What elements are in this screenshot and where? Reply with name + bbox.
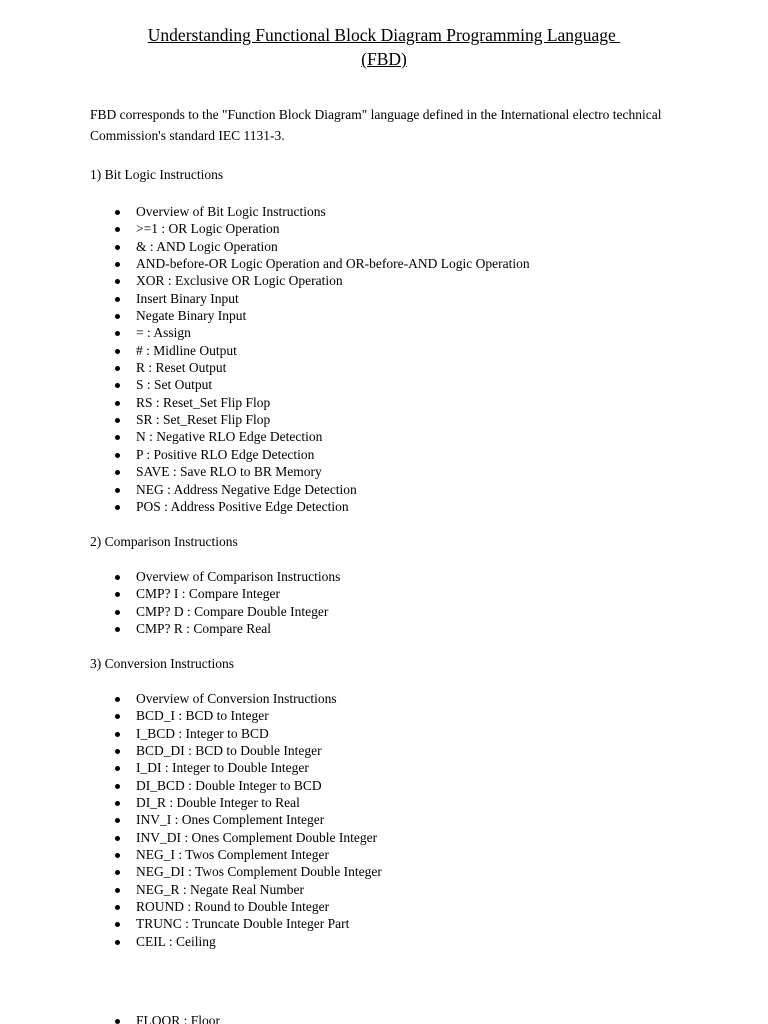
list-item: NEG_DI : Twos Complement Double Integer <box>0 863 382 880</box>
list-item: RS : Reset_Set Flip Flop <box>0 394 530 411</box>
list-item: NEG_R : Negate Real Number <box>0 881 382 898</box>
list-item: DI_BCD : Double Integer to BCD <box>0 777 382 794</box>
document-title-line-2: (FBD) <box>361 49 407 69</box>
list-item: Insert Binary Input <box>0 290 530 307</box>
list-item: FLOOR : Floor <box>0 1012 220 1024</box>
list-item: BCD_I : BCD to Integer <box>0 707 382 724</box>
conversion-list-continued <box>0 1012 220 1024</box>
list-item: Overview of Bit Logic Instructions <box>0 203 530 220</box>
list-item: BCD_DI : BCD to Double Integer <box>0 742 382 759</box>
list-item: TRUNC : Truncate Double Integer Part <box>0 915 382 932</box>
list-item: CMP? D : Compare Double Integer <box>0 603 340 620</box>
section-heading-conversion: 3) Conversion Instructions <box>90 656 234 671</box>
list-item: # : Midline Output <box>0 342 530 359</box>
list-item: XOR : Exclusive OR Logic Operation <box>0 272 530 289</box>
list-item: I_BCD : Integer to BCD <box>0 725 382 742</box>
list-item: Negate Binary Input <box>0 307 530 324</box>
list-item: Overview of Conversion Instructions <box>0 690 382 707</box>
section-heading-bit-logic: 1) Bit Logic Instructions <box>90 167 224 182</box>
list-item: CMP? I : Compare Integer <box>0 585 340 602</box>
list-item: >=1 : OR Logic Operation <box>0 220 530 237</box>
section-heading-comparison: 2) Comparison Instructions <box>90 534 238 549</box>
list-item: INV_DI : Ones Complement Double Integer <box>0 829 382 846</box>
list-item: CMP? R : Compare Real <box>0 620 340 637</box>
list-item: R : Reset Output <box>0 359 530 376</box>
list-item: N : Negative RLO Edge Detection <box>0 428 530 445</box>
conversion-list <box>0 690 382 950</box>
list-item: DI_R : Double Integer to Real <box>0 794 382 811</box>
list-item: CEIL : Ceiling <box>0 933 382 950</box>
list-item: P : Positive RLO Edge Detection <box>0 446 530 463</box>
list-item: SAVE : Save RLO to BR Memory <box>0 463 530 480</box>
list-item: SR : Set_Reset Flip Flop <box>0 411 530 428</box>
list-item: NEG : Address Negative Edge Detection <box>0 481 530 498</box>
intro-paragraph: FBD corresponds to the "Function Block Diagram" language defined in the International electro technical Commission's standard IEC 1131-3. <box>90 107 662 143</box>
list-item: NEG_I : Twos Complement Integer <box>0 846 382 863</box>
list-item: I_DI : Integer to Double Integer <box>0 759 382 776</box>
list-item: AND-before-OR Logic Operation and OR-before-AND Logic Operation <box>0 255 530 272</box>
comparison-list <box>0 568 340 637</box>
list-item: = : Assign <box>0 324 530 341</box>
list-item: & : AND Logic Operation <box>0 238 530 255</box>
list-item: S : Set Output <box>0 376 530 393</box>
bit-logic-list <box>0 203 530 515</box>
list-item: ROUND : Round to Double Integer <box>0 898 382 915</box>
list-item: INV_I : Ones Complement Integer <box>0 811 382 828</box>
list-item: Overview of Comparison Instructions <box>0 568 340 585</box>
list-item: POS : Address Positive Edge Detection <box>0 498 530 515</box>
document-title-line-1: Understanding Functional Block Diagram Programming Language <box>147 25 621 45</box>
